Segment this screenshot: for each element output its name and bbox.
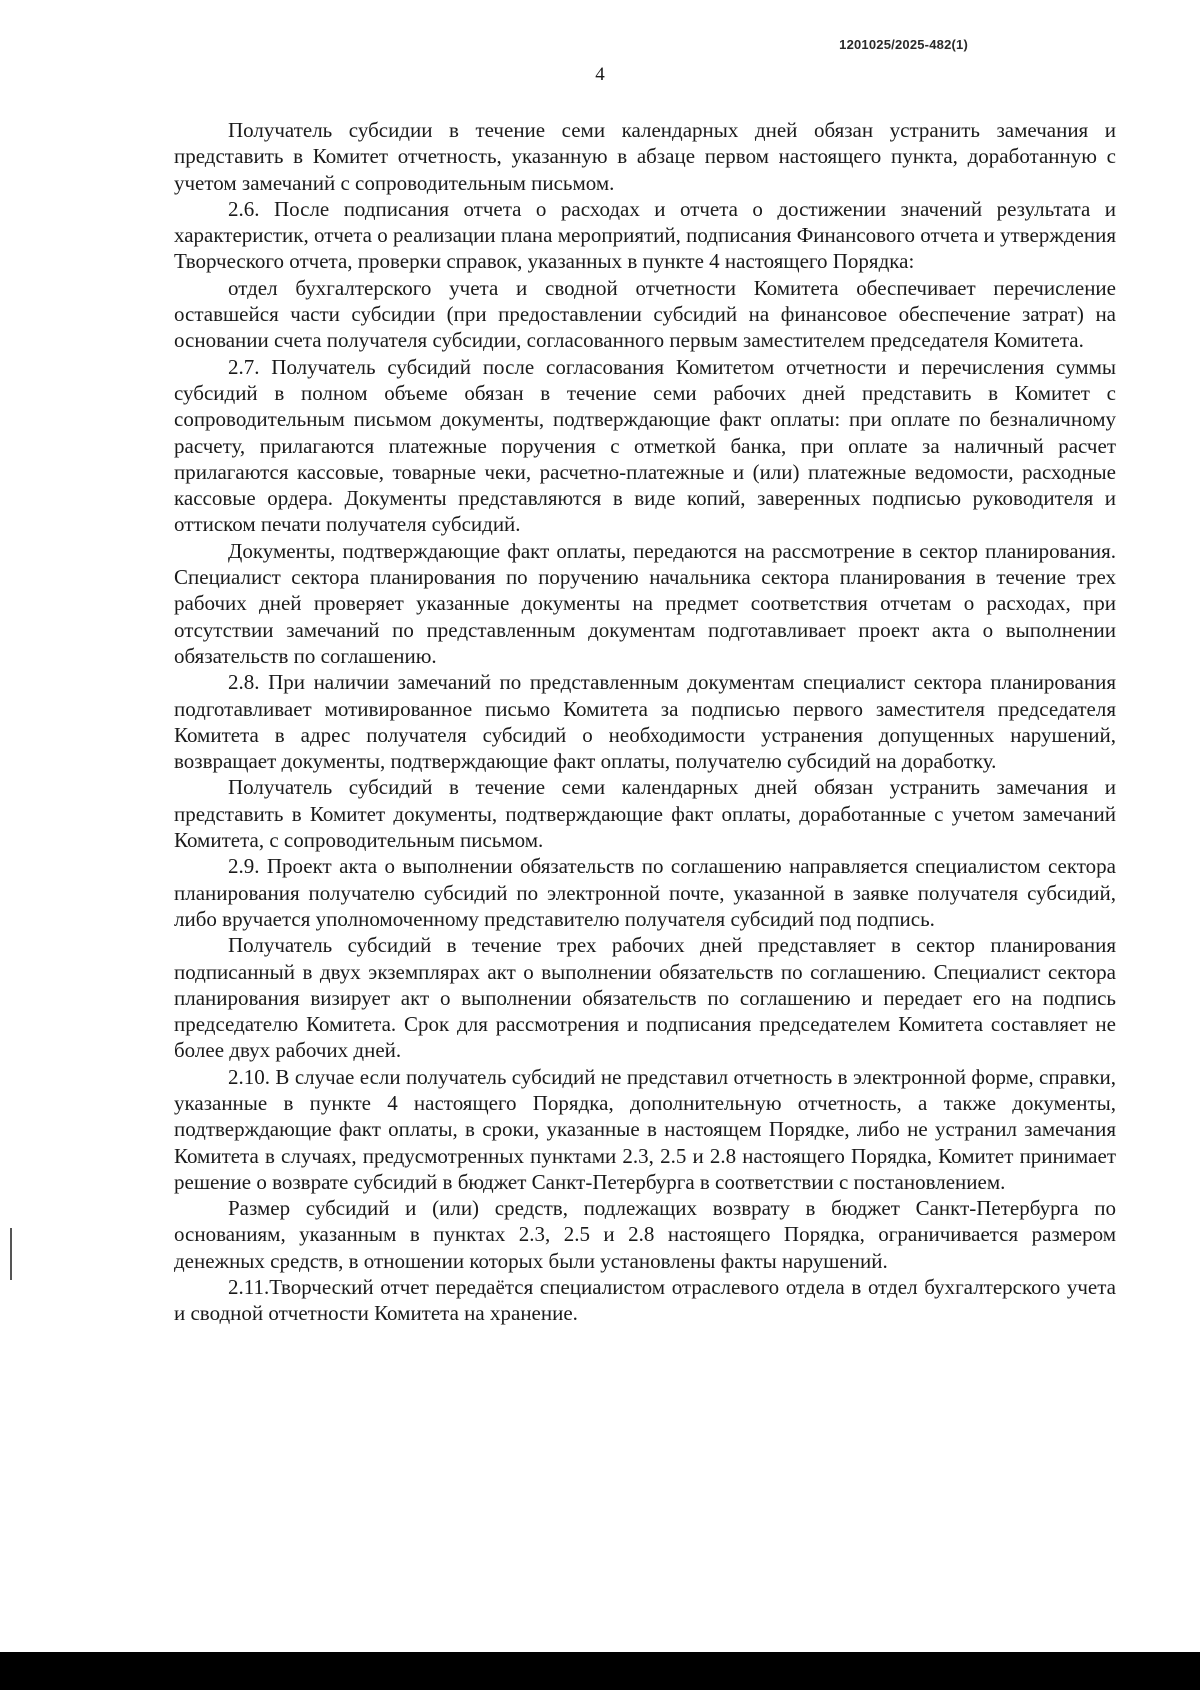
scan-bottom-border <box>0 1652 1200 1690</box>
page-number: 4 <box>595 64 605 85</box>
paragraph-2-6: 2.6. После подписания отчета о расходах и отчета о достижении значений результата и характеристик, отчета о реализации плана мероприятий, подписания Финансового отчета и утверждения Творческого отчета, проверки справок, указанных в пункте 4 настоящего Порядка: <box>174 196 1116 274</box>
document-body <box>174 117 1116 1327</box>
paragraph-2-11: 2.11.Творческий отчет передаётся специалистом отраслевого отдела в отдел бухгалтерского учета и сводной отчетности Комитета на хранение. <box>174 1275 1116 1326</box>
paragraph-refund-amount: Размер субсидий и (или) средств, подлежащих возврату в бюджет Санкт-Петербурга по основаниям, указанным в пунктах 2.3, 2.5 и 2.8 настоящего Порядка, ограничивается размером денежных средств, в отношении которых были установлены факты нарушений. <box>174 1196 1116 1273</box>
paragraph-payment-documents: Документы, подтверждающие факт оплаты, передаются на рассмотрение в сектор планирования. Специалист сектора планирования по поручению начальника сектора планирования в течение трех рабочих дней проверяет указанные документы на предмет соответствия отчетам о расходах, при отсутствии замечаний по представленным документам подготавливает проект акта о выполнении обязательств по соглашению. <box>174 538 1116 668</box>
paragraph-recipient-corrections: Получатель субсидии в течение семи календарных дней обязан устранить замечания и представить в Комитет отчетность, указанную в абзаце первом настоящего пункта, доработанную с учетом замечаний с сопроводительным письмом. <box>174 118 1116 195</box>
paragraph-2-7: 2.7. Получатель субсидий после согласования Комитетом отчетности и перечисления суммы субсидий в полном объеме обязан в течение семи рабочих дней представить в Комитет с сопроводительным письмом документы, подтверждающие факт оплаты: при оплате по безналичному расчету, прилагаются платежные поручения с отметкой банка, при оплате за наличный расчет прилагаются кассовые, товарные чеки, расчетно-платежные и (или) платежные ведомости, расходные кассовые ордера. Документы представляются в виде копий, заверенных подписью руководителя и оттиском печати получателя субсидий. <box>174 354 1116 537</box>
paragraph-recipient-documents: Получатель субсидий в течение семи календарных дней обязан устранить замечания и представить в Комитет документы, подтверждающие факт оплаты, доработанные с учетом замечаний Комитета, с сопроводительным письмом. <box>174 775 1116 853</box>
scan-edge-mark <box>10 1228 12 1280</box>
paragraph-signed-act: Получатель субсидий в течение трех рабочих дней представляет в сектор планирования подписанный в двух экземплярах акт о выполнении обязательств по соглашению. Специалист сектора планирования визирует акт о выполнении обязательств по соглашению и передает его на подпись председателю Комитета. Срок для рассмотрения и подписания председателем Комитета составляет не более двух рабочих дней. <box>174 933 1116 1063</box>
paragraph-2-8: 2.8. При наличии замечаний по представленным документам специалист сектора планирования подготавливает мотивированное письмо Комитета за подписью первого заместителя председателя Комитета в адрес получателя субсидий о необходимости устранения допущенных нарушений, возвращает документы, подтверждающие факт оплаты, получателю субсидий на доработку. <box>174 670 1116 774</box>
paragraph-2-9: 2.9. Проект акта о выполнении обязательств по соглашению направляется специалистом сектора планирования получателю субсидий по электронной почте, указанной в заявке получателя субсидий, либо вручается уполномоченному представителю получателя субсидий под подпись. <box>174 854 1116 931</box>
paragraph-accounting-department: отдел бухгалтерского учета и сводной отчетности Комитета обеспечивает перечисление оставшейся части субсидии (при предоставлении субсидий на финансовое обеспечение затрат) на основании счета получателя субсидии, согласованного первым заместителем председателя Комитета. <box>174 275 1116 353</box>
paragraph-2-10: 2.10. В случае если получатель субсидий не представил отчетность в электронной форме, справки, указанные в пункте 4 настоящего Порядка, дополнительную отчетность, а также документы, подтверждающие факт оплаты, в сроки, указанные в настоящем Порядке, либо не устранил замечания Комитета в случаях, предусмотренных пунктами 2.3, 2.5 и 2.8 настоящего Порядка, Комитет принимает решение о возврате субсидий в бюджет Санкт-Петербурга в соответствии с постановлением. <box>174 1064 1116 1194</box>
document-registration-number: 1201025/2025-482(1) <box>839 37 968 52</box>
